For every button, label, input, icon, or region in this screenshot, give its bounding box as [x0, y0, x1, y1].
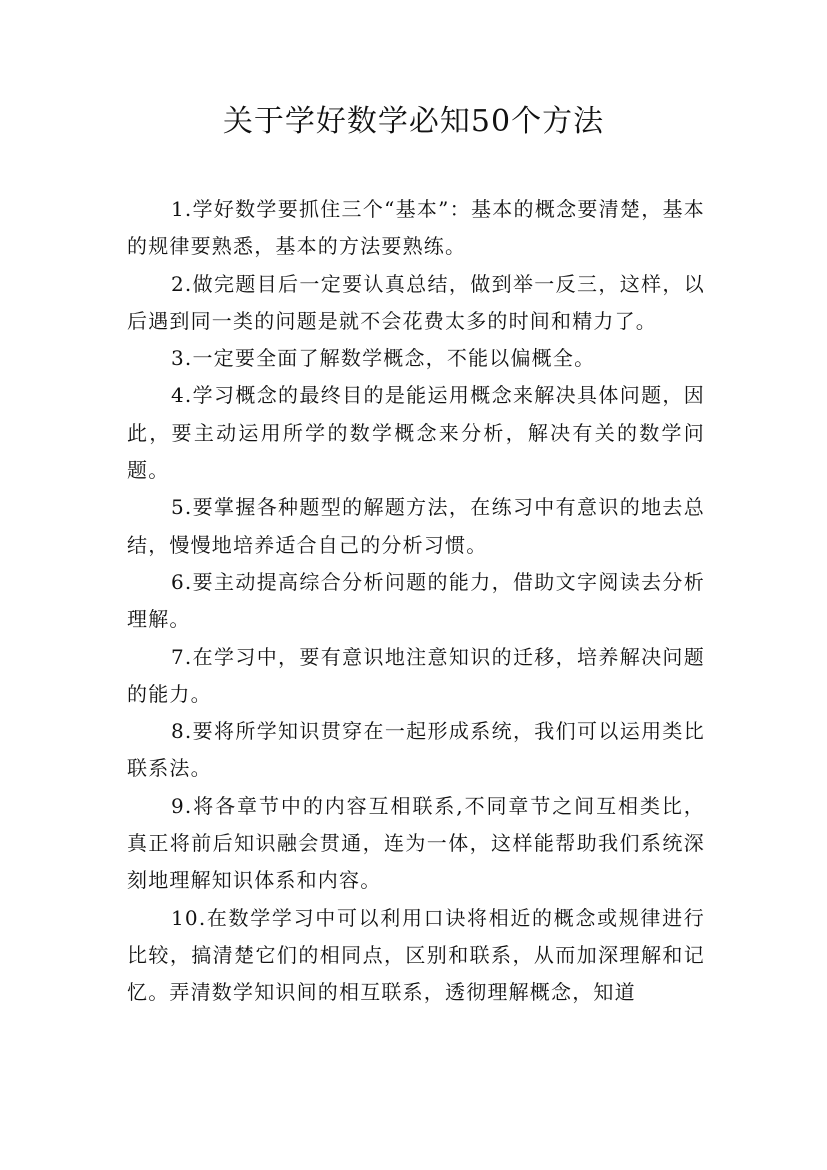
paragraph-4: 4.学习概念的最终目的是能运用概念来解决具体问题，因此，要主动运用所学的数学概念来分析，解决有关的数学问题。	[127, 383, 705, 483]
paragraph-6: 6.要主动提高综合分析问题的能力，借助文字阅读去分析理解。	[127, 569, 705, 632]
paragraph-10: 10.在数学学习中可以利用口诀将相近的概念或规律进行比较，搞清楚它们的相同点，区别和联系，从而加深理解和记忆。弄清数学知识间的相互联系，透彻理解概念，知道	[127, 905, 705, 1005]
paragraph-9: 9.将各章节中的内容互相联系,不同章节之间互相类比，真正将前后知识融会贯通，连为一体，这样能帮助我们系统深刻地理解知识体系和内容。	[127, 793, 705, 893]
paragraph-3: 3.一定要全面了解数学概念，不能以偏概全。	[171, 346, 596, 371]
document-body	[127, 191, 705, 1012]
paragraph-1: 1.学好数学要抓住三个“基本”：基本的概念要清楚，基本的规律要熟悉，基本的方法要熟练。	[127, 197, 705, 259]
paragraph-2: 2.做完题目后一定要认真总结，做到举一反三，这样，以后遇到同一类的问题是就不会花费太多的时间和精力了。	[127, 271, 705, 333]
paragraph-5: 5.要掌握各种题型的解题方法，在练习中有意识的地去总结，慢慢地培养适合自己的分析习惯。	[127, 495, 705, 557]
paragraph-8: 8.要将所学知识贯穿在一起形成系统，我们可以运用类比联系法。	[127, 719, 705, 781]
document-title: 关于学好数学必知50个方法	[222, 104, 605, 139]
paragraph-7: 7.在学习中，要有意识地注意知识的迁移，培养解决问题的能力。	[127, 644, 705, 706]
